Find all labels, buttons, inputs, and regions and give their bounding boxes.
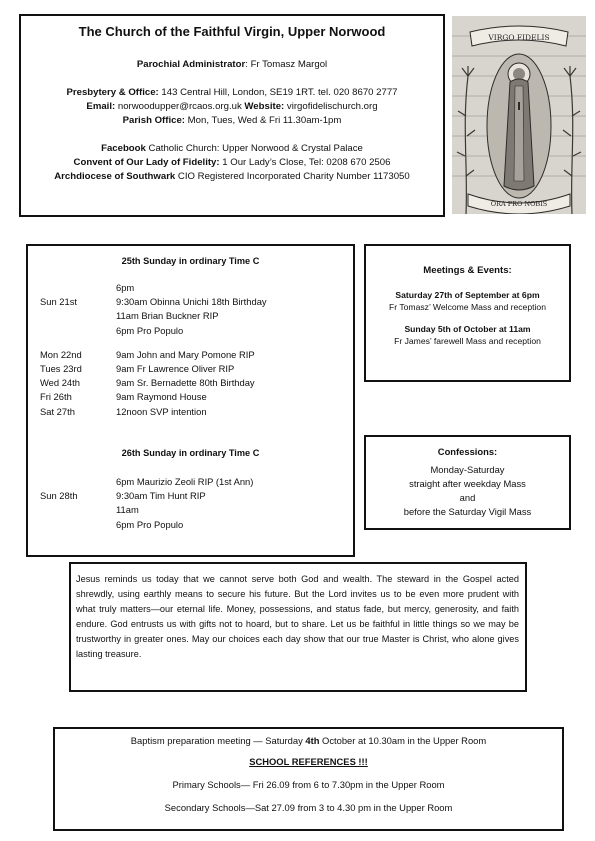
presbytery-value: 143 Central Hill, London, SE19 1RT. tel. 020 8670 2777 — [158, 87, 398, 98]
office-label: Parish Office: — [122, 115, 185, 126]
schedule-entry: 9am Raymond House — [116, 391, 207, 403]
confessions-line: and — [459, 492, 476, 503]
email-label: Email: — [86, 101, 116, 112]
confessions-heading: Confessions: — [437, 446, 498, 457]
archdiocese-value: CIO Registered Incorporated Charity Number 1173050 — [175, 171, 410, 182]
primary-schools-notice: Primary Schools— Fri 26.09 from 6 to 7.30pm in the Upper Room — [172, 779, 445, 790]
virgo-fidelis-image — [452, 16, 586, 214]
office-value: Mon, Tues, Wed & Fri 11.30am-1pm — [184, 115, 342, 126]
meetings-events-box — [364, 244, 571, 382]
sunday-heading-1: 25th Sunday in ordinary Time C — [121, 256, 260, 266]
virgin-mary-engraving — [452, 16, 586, 214]
schedule-entry: 9am Fr Lawrence Oliver RIP — [116, 363, 235, 374]
baptism-post: October at 10.30am in the Upper Room — [319, 735, 487, 746]
schedule-day: Fri 26th — [40, 391, 72, 403]
website-label: Website: — [244, 101, 285, 112]
administrator-value: : Fr Tomasz Margol — [245, 59, 328, 70]
administrator-label: Parochial Administrator — [136, 59, 246, 70]
website-value[interactable]: virgofidelischurch.org — [284, 101, 378, 112]
baptism-notice — [55, 734, 562, 747]
presbytery-label: Presbytery & Office: — [66, 87, 159, 98]
confessions-box — [364, 435, 571, 530]
schedule-day: Tues 23rd — [40, 363, 82, 374]
presbytery-line — [21, 86, 443, 100]
confessions-line: before the Saturday Vigil Mass — [403, 506, 532, 517]
office-hours-line — [21, 114, 443, 128]
confessions-line: Monday-Saturday — [430, 464, 505, 475]
schedule-entry: 11am — [116, 504, 139, 516]
event-2-description: Fr James’ farewell Mass and reception — [394, 336, 541, 346]
schedule-day: Sat 27th — [40, 405, 75, 417]
schedule-entry: 6pm — [116, 282, 135, 293]
meetings-heading: Meetings & Events: — [423, 265, 512, 276]
convent-label: Convent of Our Lady of Fidelity: — [73, 157, 220, 168]
schedule-entry: 12noon SVP intention — [116, 405, 207, 417]
schedule-day: Wed 24th — [40, 377, 80, 389]
schedule-entry: 6pm Pro Populo — [116, 518, 184, 530]
gospel-reflection — [69, 562, 527, 692]
confessions-line: straight after weekday Mass — [409, 478, 526, 489]
administrator-line — [21, 58, 443, 72]
schedule-day: Mon 22nd — [40, 348, 82, 360]
schedule-entry: 11am Brian Buckner RIP — [116, 310, 219, 322]
secondary-schools-notice: Secondary Schools—Sat 27.09 from 3 to 4.30 pm in the Upper Room — [164, 802, 453, 813]
parish-header — [19, 14, 445, 217]
school-references-heading: SCHOOL REFERENCES !!! — [249, 756, 368, 767]
notices-box — [53, 727, 564, 831]
schedule-entry: 9:30am Tim Hunt RIP — [116, 490, 206, 502]
schedule-day: Sun 28th — [40, 490, 78, 502]
baptism-pre: Baptism preparation meeting — Saturday — [130, 735, 306, 746]
schedule-entry: 9am Sr. Bernadette 80th Birthday — [116, 377, 255, 389]
schedule-entry: 6pm Maurizio Zeoli RIP (1st Ann) — [116, 476, 254, 487]
schedule-entry: 9:30am Obinna Unichi 18th Birthday — [116, 296, 267, 308]
contact-line — [21, 100, 443, 114]
schedule-day: Sun 21st — [40, 296, 78, 308]
church-title: The Church of the Faithful Virgin, Upper Norwood — [78, 24, 386, 39]
facebook-value: Catholic Church: Upper Norwood & Crystal Palace — [145, 143, 363, 154]
banner-top-text: VIRGO FIDELIS — [488, 33, 550, 42]
email-value[interactable]: norwoodupper@rcaos.org.uk — [115, 101, 245, 112]
event-2-title: Sunday 5th of October at 11am — [404, 324, 531, 334]
archdiocese-label: Archdiocese of Southwark — [54, 171, 176, 182]
facebook-line — [21, 142, 443, 156]
schedule-entry: 9am John and Mary Pomone RIP — [116, 348, 255, 360]
baptism-date: 4th — [305, 735, 320, 746]
convent-value: 1 Our Lady’s Close, Tel: 0208 670 2506 — [219, 157, 391, 168]
convent-line — [21, 156, 443, 170]
facebook-label: Facebook — [101, 143, 146, 154]
sunday-heading-2: 26th Sunday in ordinary Time C — [121, 448, 260, 458]
archdiocese-line — [21, 170, 443, 184]
mass-schedule — [26, 244, 355, 557]
reflection-text: Jesus reminds us today that we cannot serve both God and wealth. The steward in the Gospel acted shrewdly, using earthly means to secure his future. But the Lord invites us to be even more prudent with what truly matters—our eternal life. Money, possessions, and status fade, but mercy, generosity, and faith endure. God entrusts us with gifts not to hoard, but to share. Let us be faithful in little things so we may be trustworthy in greater ones. May our choices each day show that our true Master is Christ, who alone gives lasting treasure. — [76, 574, 519, 659]
banner-bottom-text: ORA PRO NOBIS — [490, 200, 548, 208]
event-1-description: Fr Tomasz’ Welcome Mass and reception — [389, 302, 546, 312]
event-1-title: Saturday 27th of September at 6pm — [395, 290, 540, 300]
schedule-entry: 6pm Pro Populo — [116, 324, 184, 336]
